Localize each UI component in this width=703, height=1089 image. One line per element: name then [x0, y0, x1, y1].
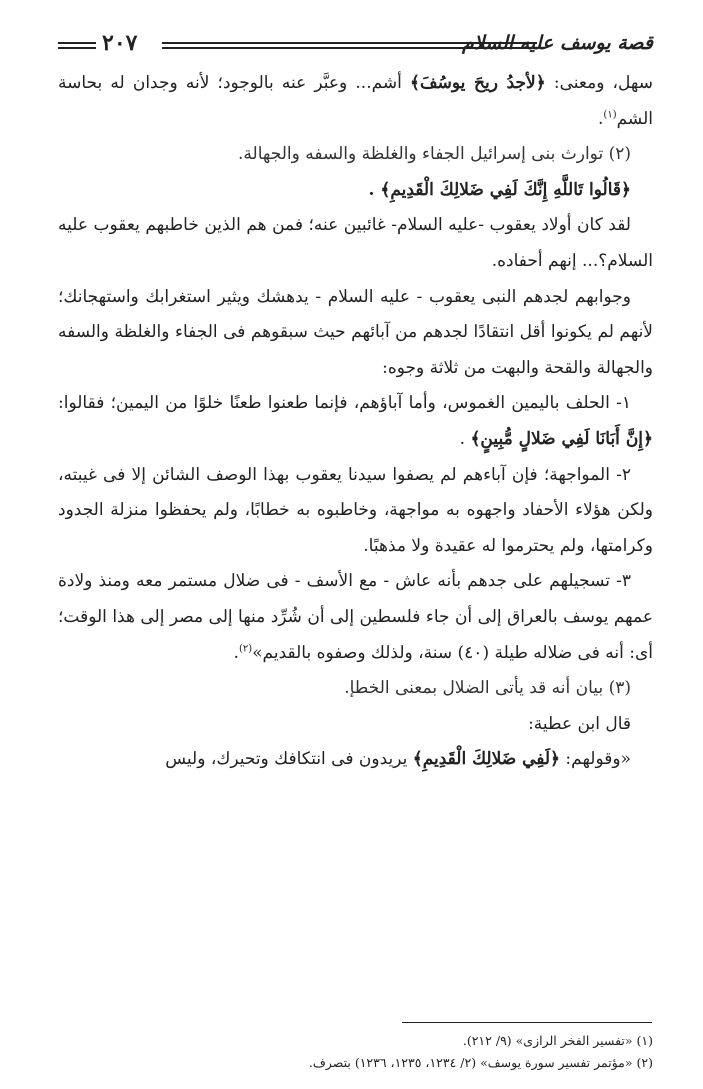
- page-header: [58, 30, 653, 68]
- body-paragraph: قال ابن عطية:: [528, 713, 631, 734]
- text-run: .: [459, 428, 471, 449]
- body-paragraph: ٢- المواجهة؛ فإن آباءهم لم يصفوا سيدنا يعقوب بهذا الوصف الشائن إلا فى غيبته، ولكن هؤلاء الأحفاد واجهوه به مواجهة، وخاطبوه به خطابًا، ولم يحفظوا منزلة الجدود وكرامتها، ولم يحترموا له عقيدة ولا مذهبًا.: [58, 464, 653, 556]
- text-run: ٣- تسجيلهم على جدهم بأنه عاش - مع الأسف - فى ضلال مستمر معه ومنذ ولادة عمهم يوسف بالعراق إلى أن جاء فلسطين إلى أن شُرِّد منها إلى مصر إلى هذا الوقت؛ أى: أنه فى ضلاله طيلة (٤٠) سنة، ولذلك وصفوه بالقديم»: [58, 571, 653, 663]
- text-run: «وقولهم:: [560, 749, 631, 770]
- body-paragraph: لقد كان أولاد يعقوب -عليه السلام- غائبين عنه؛ فمن هم الذين خاطبهم يعقوب عليه السلام؟... إنهم أحفاده.: [58, 215, 653, 271]
- quran-verse: ﴿قَالُوا تَاللَّهِ إِنَّكَ لَفِي ضَلالِكَ الْقَدِيمِ﴾ .: [368, 179, 631, 200]
- section-heading: (٢) توارث بنى إسرائيل الجفاء والغلظة والسفه والجهالة.: [238, 144, 631, 165]
- footnote-ref: (١): [603, 108, 617, 120]
- body-paragraph: وجوابهم لجدهم النبى يعقوب - عليه السلام - يدهشك ويثير استغرابك واستهجانك؛ لأنهم لم يكونوا أقل انتقادًا لجدهم من آبائهم حيث سبقوهم فى الجفاء والغلظة والسفه والجهالة والقحة والبهت من ثلاثة وجوه:: [58, 286, 653, 378]
- text-run: يريدون فى انتكافك وتحيرك، وليس: [165, 749, 413, 770]
- footnote-1: (١) «تفسير الفخر الرازى» (٩/ ٢١٢).: [462, 1033, 653, 1048]
- body-paragraph: [58, 564, 653, 671]
- page-number: ٢٠٧: [102, 30, 138, 56]
- section-heading: (٣) بيان أنه قد يأتى الضلال بمعنى الخطإ.: [344, 678, 631, 699]
- text-run: سهل، ومعنى:: [545, 73, 653, 93]
- header-rule-left: [58, 42, 96, 49]
- footnote-2: (٢) «مؤتمر تفسير سورة يوسف» (٢/ ١٢٣٤، ١٢٣٥، ١٢٣٦) بتصرف.: [308, 1055, 653, 1070]
- body-paragraph: [58, 742, 653, 778]
- quran-quote: ﴿إِنَّ أَبَانَا لَفِي ضَلالٍ مُّبِينٍ﴾: [470, 428, 653, 449]
- text-run: ١- الحلف باليمين الغموس، وأما آباؤهم، فإنما طعنوا طعنًا خلوًا من اليمين؛ فقالوا:: [58, 393, 631, 414]
- footnote-ref: (٢): [238, 642, 253, 654]
- footnote-separator: [402, 1022, 652, 1023]
- running-title: قصة يوسف عليه السلام: [462, 32, 653, 54]
- body-paragraph: [58, 386, 653, 457]
- page-body: [58, 66, 653, 778]
- quran-quote: ﴿لَفِي ضَلالِكَ الْقَدِيمِ﴾: [412, 749, 561, 770]
- text-run: .: [233, 642, 239, 663]
- text-run: .: [598, 108, 604, 129]
- quran-quote: ﴿لأجدُ ريحَ يوسُفَ﴾: [410, 73, 546, 93]
- body-paragraph: [58, 66, 653, 137]
- text-run: أشم... وعبَّر عنه بالوجود؛ لأنه وجدان له بحاسة الشم: [58, 73, 653, 129]
